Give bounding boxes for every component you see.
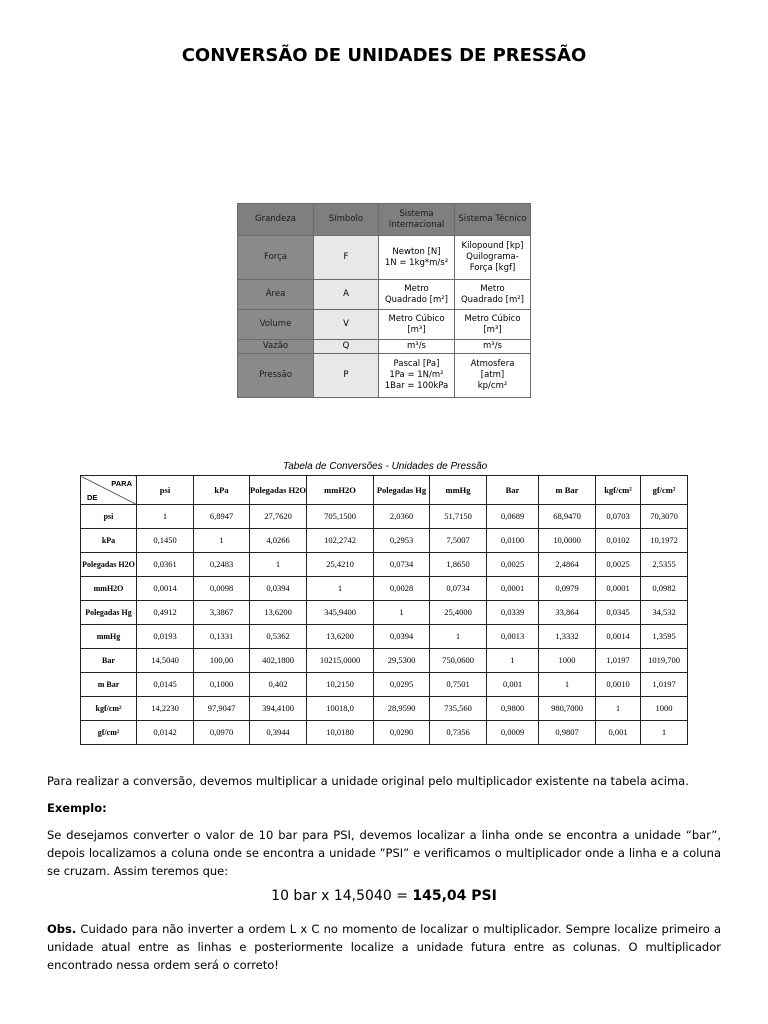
table-row [238,280,531,310]
conversion-table [80,475,688,745]
table-cell: 0,0145 [137,673,194,697]
table-cell: 0,0010 [596,673,641,697]
cell-line: Pascal [Pa] [393,359,440,369]
cell-st [455,236,531,280]
cell-line: Metro Cúbico [388,313,445,324]
table-cell: 1 [374,601,430,625]
cell-line: Newton [N] [392,246,441,257]
table-cell: 1 [137,505,194,529]
table-cell: 0,0102 [596,529,641,553]
table-cell: 70,3070 [641,505,688,529]
table-cell: 10215,0000 [307,649,374,673]
cell-line: Quadrado [m²] [384,294,448,305]
table-cell: 7,5007 [430,529,487,553]
conversion-table-header [81,476,688,505]
cell-line: Metro Cúbico [464,313,521,324]
table-cell: 0,0979 [539,577,596,601]
table-row [81,625,688,649]
cell-simbolo: A [314,280,379,310]
table-cell: 0,0100 [487,529,539,553]
table-cell: 1000 [641,697,688,721]
row-header: Polegadas Hg [81,601,137,625]
table-cell: 28,9590 [374,697,430,721]
table-cell: 1,3595 [641,625,688,649]
table-cell: 10,2150 [307,673,374,697]
table-cell: 27,7620 [250,505,307,529]
table-cell: 14,5040 [137,649,194,673]
instruction-paragraph: Para realizar a conversão, devemos multiplicar a unidade original pelo multiplicador existente na tabela acima. [47,774,689,788]
table-cell: 33,864 [539,601,596,625]
cell-grandeza: Vazão [238,340,314,354]
cell-simbolo: F [314,236,379,280]
table-cell: 2,4864 [539,553,596,577]
table-cell: 1 [539,673,596,697]
table-row [238,310,531,340]
table-cell: 705,1500 [307,505,374,529]
cell-line: Kilopound [kp] [461,241,524,251]
table-cell: 0,7356 [430,721,487,745]
table-cell: 0,0970 [194,721,250,745]
table-cell: 0,0098 [194,577,250,601]
table-cell: 0,0345 [596,601,641,625]
cell-simbolo: P [314,354,379,398]
table-cell: 25,4000 [430,601,487,625]
table-cell: 10,1972 [641,529,688,553]
cell-simbolo: V [314,310,379,340]
cell-si [379,236,455,280]
table-cell: 0,0394 [374,625,430,649]
row-header: psi [81,505,137,529]
table-cell: 0,2953 [374,529,430,553]
table-row [81,529,688,553]
cell-grandeza: Volume [238,310,314,340]
table-cell: 1000 [539,649,596,673]
cell-simbolo: Q [314,340,379,354]
table-cell: 102,2742 [307,529,374,553]
row-header: gf/cm² [81,721,137,745]
table-cell: 1,0197 [596,649,641,673]
cell-line: Força [kgf] [469,263,516,273]
table-cell: 1019,700 [641,649,688,673]
table-cell: 1 [641,721,688,745]
table-cell: 0,0193 [137,625,194,649]
cell-line: 1Bar = 100kPa [384,381,449,391]
table-cell: 0,001 [487,673,539,697]
row-header: m Bar [81,673,137,697]
table-cell: 0,2483 [194,553,250,577]
table-cell: 6,8947 [194,505,250,529]
table-cell: 13,6200 [250,601,307,625]
table-cell: 0,0013 [487,625,539,649]
table-cell: 97,9047 [194,697,250,721]
table-cell: 980,7000 [539,697,596,721]
table-row [238,354,531,398]
table-cell: 0,0394 [250,577,307,601]
table-row [81,577,688,601]
table-row [81,505,688,529]
corner-para: PARA [111,479,132,488]
table-row [81,673,688,697]
table-cell: 750,0600 [430,649,487,673]
formula [0,888,768,904]
table-cell: 402,1800 [250,649,307,673]
cell-st [455,310,531,340]
table-cell: 0,1450 [137,529,194,553]
example-label: Exemplo: [47,801,107,815]
table-cell: 0,0025 [596,553,641,577]
column-header: gf/cm² [641,476,688,505]
table-cell: 1 [430,625,487,649]
cell-grandeza: Área [238,280,314,310]
table-row [238,236,531,280]
formula-expression: 10 bar x 14,5040 = [271,888,413,904]
table-cell: 0,0001 [487,577,539,601]
cell-line: Metro [480,283,505,294]
cell-si: m³/s [379,340,455,354]
table-cell: 0,0982 [641,577,688,601]
table-cell: 13,6200 [307,625,374,649]
table-cell: 394,4100 [250,697,307,721]
column-header: psi [137,476,194,505]
table-cell: 0,0142 [137,721,194,745]
table-cell: 0,9807 [539,721,596,745]
table-cell: 34,532 [641,601,688,625]
column-header: Polegadas Hg [374,476,430,505]
table-cell: 0,3944 [250,721,307,745]
obs-label: Obs. [47,922,77,936]
table-cell: 0,0689 [487,505,539,529]
table-cell: 68,9470 [539,505,596,529]
header-simbolo: Símbolo [314,204,379,236]
cell-line: Metro [404,283,429,294]
table-cell: 10,0180 [307,721,374,745]
table-cell: 0,7501 [430,673,487,697]
table-cell: 1,0197 [641,673,688,697]
corner-cell [81,476,137,505]
table-cell: 0,0025 [487,553,539,577]
header-st: Sistema Técnico [455,204,531,236]
table-cell: 2,5355 [641,553,688,577]
table-cell: 10018,0 [307,697,374,721]
obs-text: Cuidado para não inverter a ordem L x C no momento de localizar o multiplicador. Sempre localize primeiro a unidade atual entre as linhas e posteriormente localize a unidade futura entre as colunas. O multiplicador encontrado nessa ordem será o correto! [47,922,721,972]
header-grandeza: Grandeza [238,204,314,236]
table-cell: 0,0703 [596,505,641,529]
column-header: kgf/cm² [596,476,641,505]
conversion-table-body [81,505,688,745]
table-row [238,340,531,354]
cell-st [455,354,531,398]
table-cell: 0,9800 [487,697,539,721]
table-cell: 0,0339 [487,601,539,625]
table-cell: 0,5362 [250,625,307,649]
cell-grandeza: Força [238,236,314,280]
table-cell: 0,0734 [374,553,430,577]
table-row [81,697,688,721]
table-cell: 51,7150 [430,505,487,529]
table-cell: 0,402 [250,673,307,697]
table-row [81,553,688,577]
cell-line: Atmosfera [470,359,515,369]
row-header: mmH2O [81,577,137,601]
cell-line: [m³] [407,324,426,335]
table-cell: 4,0266 [250,529,307,553]
table-cell: 0,0014 [596,625,641,649]
table-cell: 735,560 [430,697,487,721]
table-cell: 2,0360 [374,505,430,529]
cell-line: [atm] [480,370,505,380]
table-row [81,649,688,673]
corner-de: DE [87,493,98,502]
table-cell: 0,0014 [137,577,194,601]
quantities-table [237,203,531,398]
cell-st [455,280,531,310]
table-row [81,721,688,745]
table-cell: 1 [307,577,374,601]
table-cell: 1,3332 [539,625,596,649]
quantities-table-header [238,204,531,236]
cell-line: Quadrado [m²] [460,294,524,305]
table-cell: 1 [194,529,250,553]
table-cell: 1 [596,697,641,721]
table-cell: 0,0295 [374,673,430,697]
table-cell: 3,3867 [194,601,250,625]
cell-line: Quilograma- [466,252,519,262]
table-cell: 0,1331 [194,625,250,649]
column-header: mmHg [430,476,487,505]
table-cell: 1 [250,553,307,577]
cell-si [379,310,455,340]
row-header: mmHg [81,625,137,649]
row-header: Polegadas H2O [81,553,137,577]
obs-paragraph [47,920,721,974]
row-header: kgf/cm² [81,697,137,721]
table-cell: 1,8650 [430,553,487,577]
table-cell: 29,5300 [374,649,430,673]
table-cell: 0,0361 [137,553,194,577]
quantities-table-wrapper [237,203,530,398]
column-header: kPa [194,476,250,505]
cell-si [379,280,455,310]
table-cell: 25,4210 [307,553,374,577]
page-title: CONVERSÃO DE UNIDADES DE PRESSÃO [181,45,587,66]
table-cell: 0,001 [596,721,641,745]
table-cell: 10,0000 [539,529,596,553]
table-cell: 14,2230 [137,697,194,721]
table-cell: 1 [487,649,539,673]
table-cell: 0,0290 [374,721,430,745]
cell-si [379,354,455,398]
column-header: mmH2O [307,476,374,505]
column-header: m Bar [539,476,596,505]
conversion-table-caption: Tabela de Conversões - Unidades de Pressão [283,461,488,472]
table-cell: 0,0009 [487,721,539,745]
cell-line: [m³] [483,324,502,335]
row-header: kPa [81,529,137,553]
cell-line: 1N = 1kg*m/s² [384,257,449,268]
table-cell: 0,4912 [137,601,194,625]
cell-grandeza: Pressão [238,354,314,398]
table-cell: 0,1000 [194,673,250,697]
cell-line: 1Pa = 1N/m² [389,370,444,380]
cell-st: m³/s [455,340,531,354]
table-cell: 0,0001 [596,577,641,601]
example-paragraph: Se desejamos converter o valor de 10 bar para PSI, devemos localizar a linha onde se encontra a unidade “bar”, depois localizamos a coluna onde se encontra a unidade ”PSI” e verificamos o multiplicador onde a linha e a coluna se cruzam. Assim teremos que: [47,828,721,878]
table-cell: 345,9400 [307,601,374,625]
column-header: Polegadas H2O [250,476,307,505]
table-cell: 0,0734 [430,577,487,601]
table-row [81,601,688,625]
header-si: Sistema Internacional [379,204,455,236]
formula-result: 145,04 PSI [412,888,497,904]
table-cell: 0,0028 [374,577,430,601]
cell-line: kp/cm² [477,381,508,391]
table-cell: 100,00 [194,649,250,673]
row-header: Bar [81,649,137,673]
column-header: Bar [487,476,539,505]
